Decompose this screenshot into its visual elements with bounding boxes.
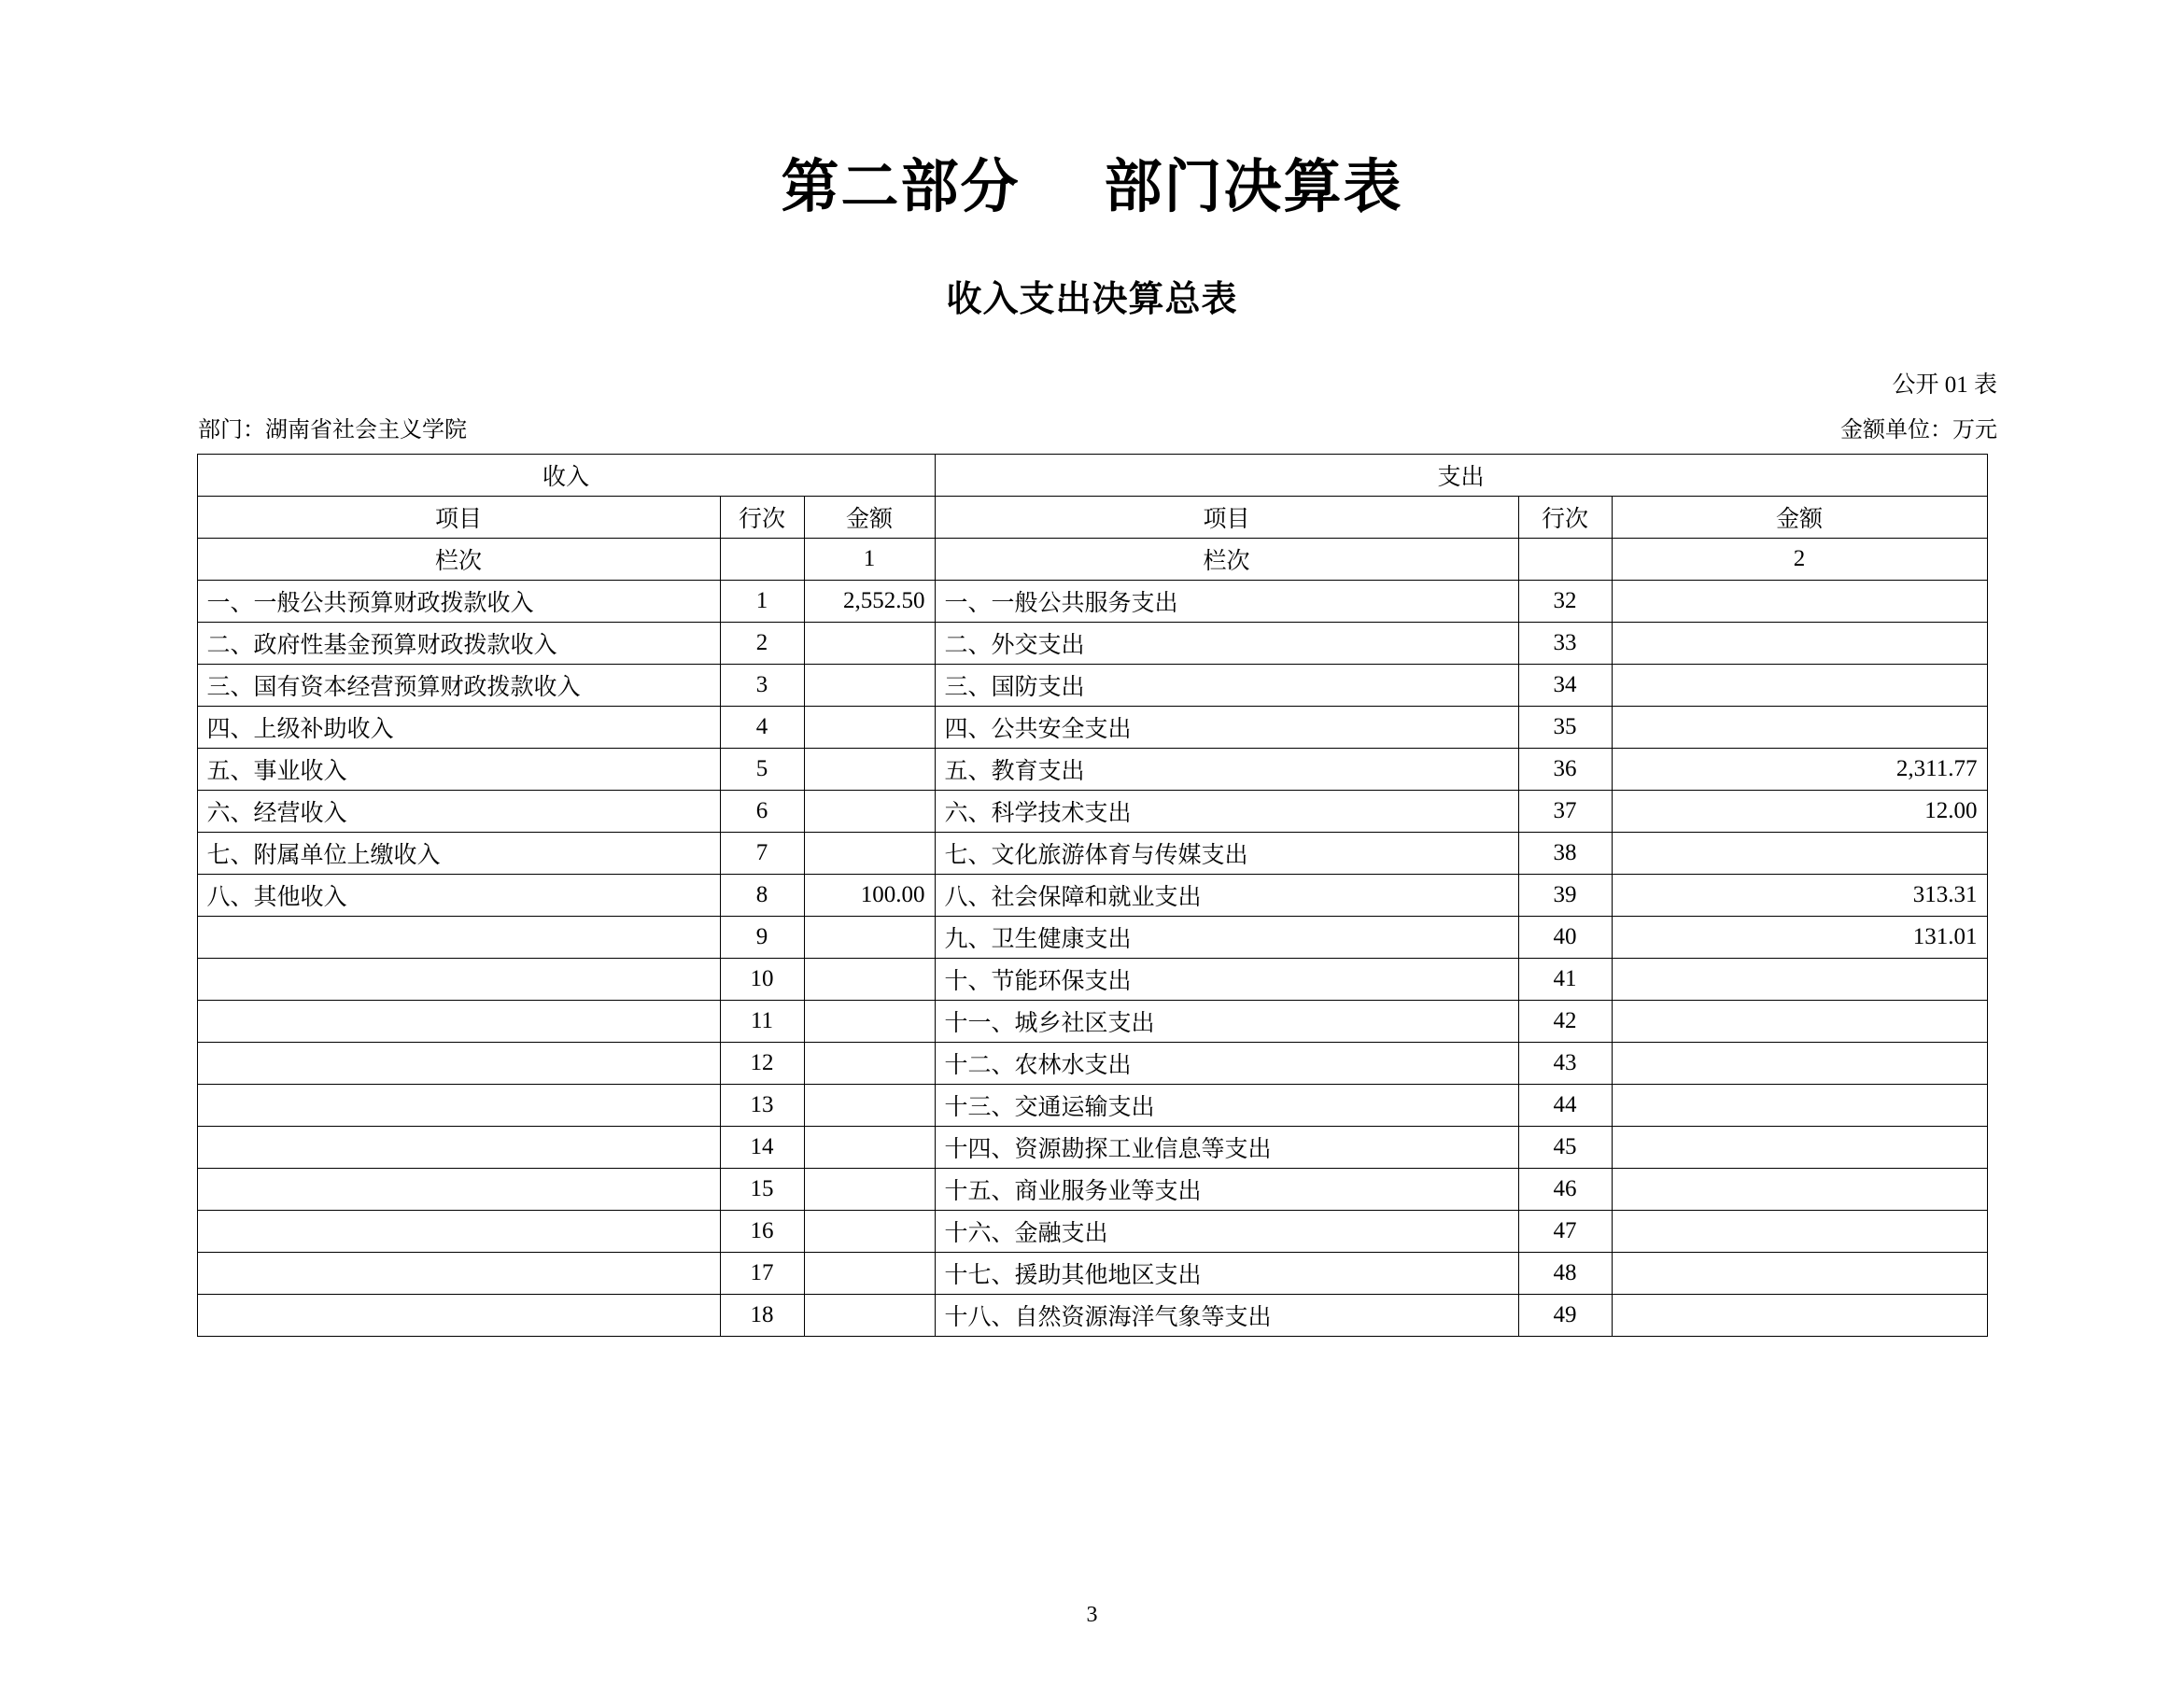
expenditure-line: 49 [1518,1295,1612,1337]
col-header-income-line: 行次 [720,497,804,539]
expenditure-line: 48 [1518,1253,1612,1295]
expenditure-item: 十五、商业服务业等支出 [935,1169,1518,1211]
expenditure-amount [1612,1169,1987,1211]
expenditure-amount [1612,1295,1987,1337]
expenditure-item: 六、科学技术支出 [935,791,1518,833]
income-amount [804,791,935,833]
column-index-expenditure: 2 [1612,539,1987,581]
expenditure-item: 十一、城乡社区支出 [935,1001,1518,1043]
income-line: 4 [720,707,804,749]
expenditure-item: 四、公共安全支出 [935,707,1518,749]
group-header-income: 收入 [197,455,935,497]
income-item [197,917,720,959]
col-header-expenditure-item: 项目 [935,497,1518,539]
expenditure-line: 37 [1518,791,1612,833]
income-item: 七、附属单位上缴收入 [197,833,720,875]
income-line: 15 [720,1169,804,1211]
income-item: 五、事业收入 [197,749,720,791]
expenditure-line: 43 [1518,1043,1612,1085]
expenditure-item: 九、卫生健康支出 [935,917,1518,959]
income-amount [804,1127,935,1169]
table-row [197,1001,1987,1043]
income-amount [804,1211,935,1253]
form-code-row [0,366,2184,398]
expenditure-line: 44 [1518,1085,1612,1127]
expenditure-item: 一、一般公共服务支出 [935,581,1518,623]
column-index-label-income: 栏次 [197,539,720,581]
income-item: 八、其他收入 [197,875,720,917]
expenditure-item: 十四、资源勘探工业信息等支出 [935,1127,1518,1169]
page-title-part1: 第二部分 [781,152,1021,220]
expenditure-item: 十六、金融支出 [935,1211,1518,1253]
table-body [197,455,1987,1337]
income-line: 13 [720,1085,804,1127]
expenditure-amount: 131.01 [1612,917,1987,959]
table-row [197,1169,1987,1211]
budget-table [197,454,1988,1337]
expenditure-item: 十七、援助其他地区支出 [935,1253,1518,1295]
amount-unit-label: 金额单位：万元 [1840,418,1997,442]
col-header-expenditure-line: 行次 [1518,497,1612,539]
expenditure-amount [1612,1001,1987,1043]
col-header-income-amount: 金额 [804,497,935,539]
income-line: 2 [720,623,804,665]
income-amount [804,1253,935,1295]
expenditure-amount [1612,1253,1987,1295]
col-header-expenditure-amount: 金额 [1612,497,1987,539]
income-item [197,1211,720,1253]
table-row [197,917,1987,959]
expenditure-amount: 2,311.77 [1612,749,1987,791]
table-row [197,1295,1987,1337]
income-amount [804,749,935,791]
expenditure-line: 38 [1518,833,1612,875]
expenditure-line: 33 [1518,623,1612,665]
income-line: 17 [720,1253,804,1295]
income-amount [804,1295,935,1337]
expenditure-line: 45 [1518,1127,1612,1169]
page-title [0,140,2184,223]
expenditure-line: 35 [1518,707,1612,749]
column-index-blank-expenditure-line [1518,539,1612,581]
table-group-header-row [197,455,1987,497]
table-row [197,707,1987,749]
income-amount [804,1085,935,1127]
table-title: 收入支出决算总表 [946,277,1238,319]
income-line: 18 [720,1295,804,1337]
page-title-part2: 部门决算表 [1104,152,1403,220]
income-line: 10 [720,959,804,1001]
income-line: 14 [720,1127,804,1169]
income-item [197,1253,720,1295]
income-line: 7 [720,833,804,875]
table-column-index-row [197,539,1987,581]
income-line: 9 [720,917,804,959]
expenditure-line: 40 [1518,917,1612,959]
group-header-expenditure: 支出 [935,455,1987,497]
document-page [0,140,2184,1684]
expenditure-amount [1612,581,1987,623]
table-row [197,791,1987,833]
expenditure-amount [1612,623,1987,665]
expenditure-amount [1612,1211,1987,1253]
expenditure-item: 十八、自然资源海洋气象等支出 [935,1295,1518,1337]
income-item [197,1295,720,1337]
table-row [197,1211,1987,1253]
expenditure-line: 42 [1518,1001,1612,1043]
income-line: 5 [720,749,804,791]
income-item: 三、国有资本经营预算财政拨款收入 [197,665,720,707]
income-amount [804,1169,935,1211]
expenditure-item: 八、社会保障和就业支出 [935,875,1518,917]
income-item [197,1085,720,1127]
expenditure-item: 七、文化旅游体育与传媒支出 [935,833,1518,875]
table-row [197,1085,1987,1127]
expenditure-amount [1612,1085,1987,1127]
table-row [197,833,1987,875]
table-row [197,1253,1987,1295]
expenditure-amount: 12.00 [1612,791,1987,833]
table-row [197,875,1987,917]
income-item: 二、政府性基金预算财政拨款收入 [197,623,720,665]
expenditure-item: 十、节能环保支出 [935,959,1518,1001]
expenditure-item: 十三、交通运输支出 [935,1085,1518,1127]
expenditure-line: 46 [1518,1169,1612,1211]
expenditure-item: 三、国防支出 [935,665,1518,707]
income-amount [804,623,935,665]
column-index-label-expenditure: 栏次 [935,539,1518,581]
col-header-income-item: 项目 [197,497,720,539]
income-line: 12 [720,1043,804,1085]
income-amount [804,707,935,749]
table-row [197,959,1987,1001]
income-line: 3 [720,665,804,707]
expenditure-amount [1612,959,1987,1001]
expenditure-line: 47 [1518,1211,1612,1253]
page-number: 3 [1086,1603,1098,1627]
expenditure-line: 39 [1518,875,1612,917]
column-index-blank-income-line [720,539,804,581]
income-amount [804,959,935,1001]
meta-row [0,411,2184,442]
expenditure-amount: 313.31 [1612,875,1987,917]
income-item: 六、经营收入 [197,791,720,833]
expenditure-line: 41 [1518,959,1612,1001]
column-index-income: 1 [804,539,935,581]
table-column-header-row [197,497,1987,539]
expenditure-item: 十二、农林水支出 [935,1043,1518,1085]
income-amount: 100.00 [804,875,935,917]
income-amount [804,665,935,707]
income-amount [804,917,935,959]
income-amount: 2,552.50 [804,581,935,623]
table-row [197,1043,1987,1085]
department-label: 部门：湖南省社会主义学院 [198,418,467,442]
income-amount [804,1043,935,1085]
income-line: 6 [720,791,804,833]
table-row [197,749,1987,791]
expenditure-amount [1612,1043,1987,1085]
expenditure-line: 34 [1518,665,1612,707]
income-line: 1 [720,581,804,623]
expenditure-item: 二、外交支出 [935,623,1518,665]
income-item [197,1169,720,1211]
table-row [197,581,1987,623]
expenditure-amount [1612,707,1987,749]
income-item: 一、一般公共预算财政拨款收入 [197,581,720,623]
income-line: 8 [720,875,804,917]
form-code: 公开 01 表 [1892,372,1997,398]
table-row [197,623,1987,665]
income-line: 11 [720,1001,804,1043]
expenditure-amount [1612,833,1987,875]
income-item [197,1127,720,1169]
income-amount [804,1001,935,1043]
expenditure-amount [1612,1127,1987,1169]
expenditure-line: 32 [1518,581,1612,623]
expenditure-amount [1612,665,1987,707]
income-item [197,1001,720,1043]
income-item [197,1043,720,1085]
income-item: 四、上级补助收入 [197,707,720,749]
expenditure-line: 36 [1518,749,1612,791]
table-row [197,1127,1987,1169]
table-row [197,665,1987,707]
income-amount [804,833,935,875]
expenditure-item: 五、教育支出 [935,749,1518,791]
income-line: 16 [720,1211,804,1253]
income-item [197,959,720,1001]
